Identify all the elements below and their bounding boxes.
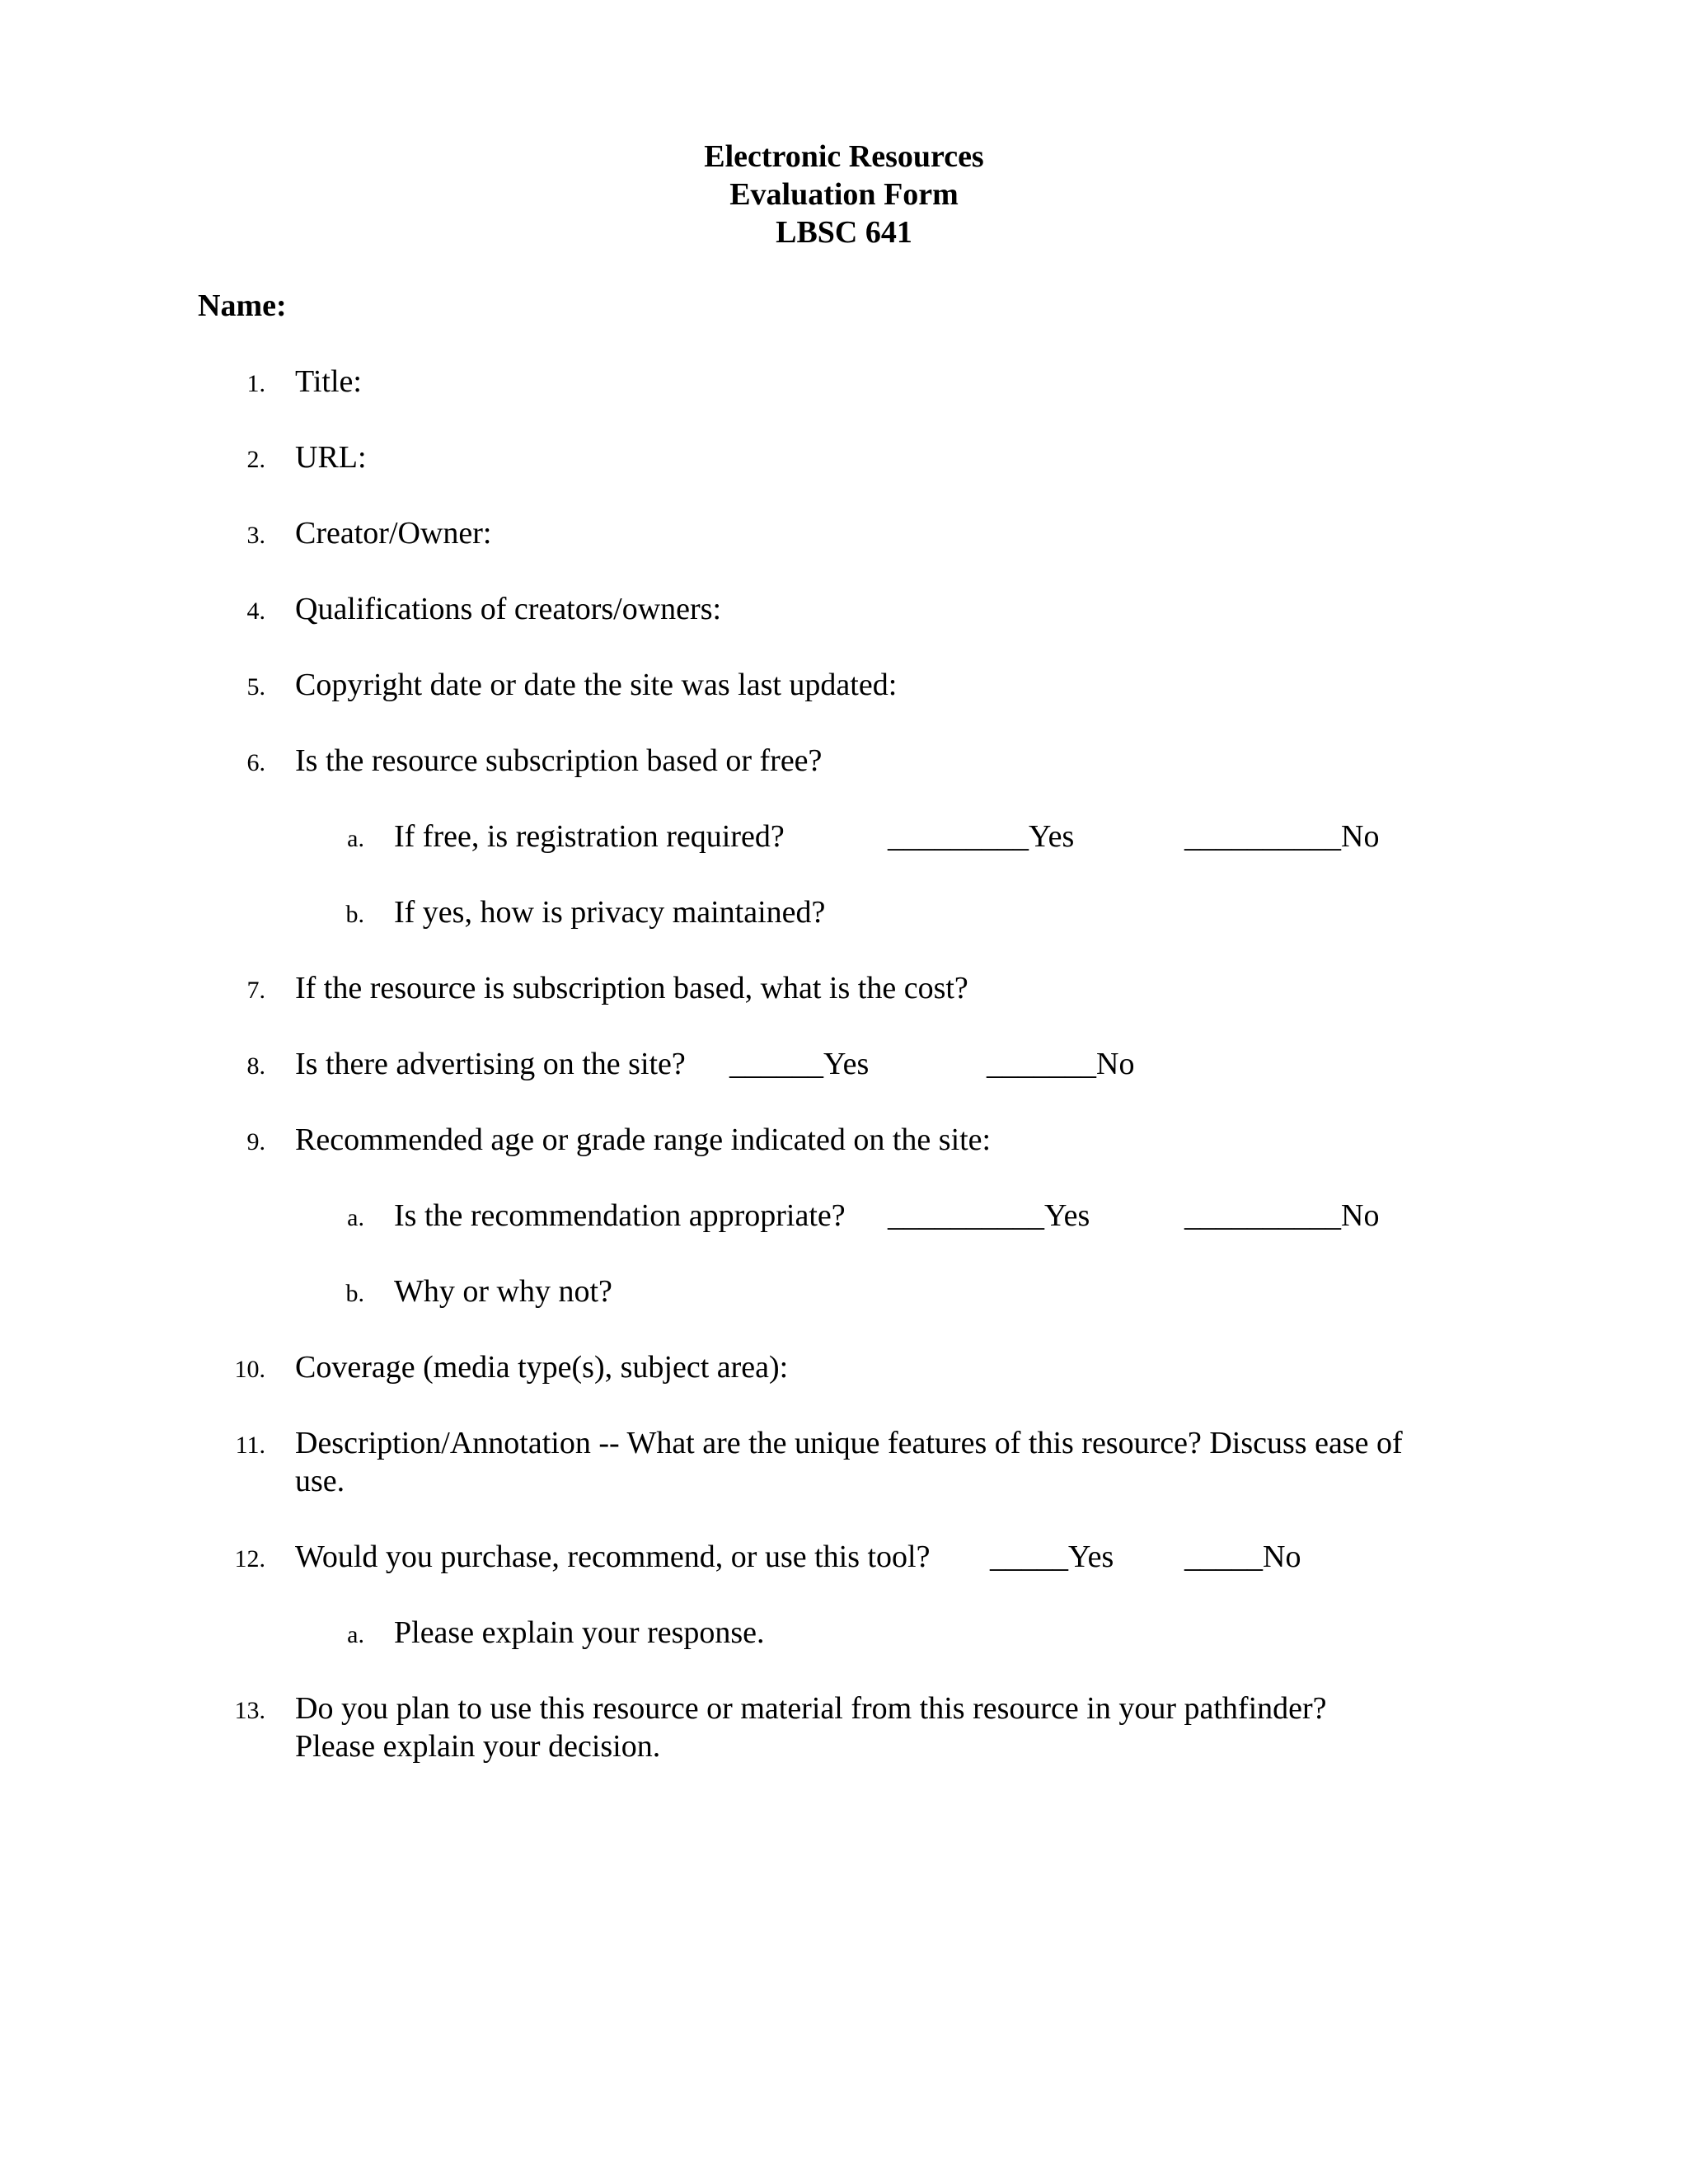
question-title: Title: bbox=[295, 364, 362, 399]
purchase-yes-blank[interactable]: _____Yes bbox=[990, 1540, 1114, 1574]
question-purchase-recommend: Would you purchase, recommend, or use this tool? bbox=[295, 1540, 931, 1574]
form-title-line-2: Evaluation Form bbox=[729, 177, 959, 212]
item-number: 12. bbox=[234, 1545, 265, 1572]
item-number: 2. bbox=[246, 446, 265, 473]
question-explain-response: Please explain your response. bbox=[394, 1615, 765, 1650]
purchase-no-blank[interactable]: _____No bbox=[1184, 1540, 1301, 1574]
question-url: URL: bbox=[295, 440, 367, 475]
question-pathfinder-cont: Please explain your decision. bbox=[295, 1729, 661, 1764]
question-age-range: Recommended age or grade range indicated on the site: bbox=[295, 1122, 992, 1157]
item-number: 13. bbox=[234, 1697, 265, 1724]
advertising-no-blank[interactable]: _______No bbox=[987, 1047, 1135, 1081]
item-letter: b. bbox=[345, 901, 364, 928]
question-description-annotation: Description/Annotation -- What are the unique features of this resource? Discuss ease of bbox=[295, 1426, 1403, 1460]
question-recommendation-appropriate: Is the recommendation appropriate? bbox=[394, 1198, 846, 1233]
question-copyright-date: Copyright date or date the site was last updated: bbox=[295, 668, 898, 702]
item-number: 11. bbox=[235, 1432, 265, 1459]
name-label: Name: bbox=[198, 288, 287, 323]
form-title-line-1: Electronic Resources bbox=[704, 139, 984, 174]
item-letter: a. bbox=[347, 825, 364, 852]
question-subscription-or-free: Is the resource subscription based or free? bbox=[295, 743, 823, 778]
item-number: 10. bbox=[234, 1356, 265, 1383]
question-advertising: Is there advertising on the site? bbox=[295, 1047, 686, 1081]
item-number: 6. bbox=[246, 749, 265, 776]
registration-yes-blank[interactable]: _________Yes bbox=[888, 819, 1075, 854]
item-number: 1. bbox=[246, 370, 265, 397]
question-why-or-why-not: Why or why not? bbox=[394, 1274, 612, 1309]
recommendation-no-blank[interactable]: __________No bbox=[1184, 1198, 1380, 1233]
item-letter: a. bbox=[347, 1621, 364, 1648]
advertising-yes-blank[interactable]: ______Yes bbox=[729, 1047, 870, 1081]
item-number: 4. bbox=[246, 598, 265, 625]
question-subscription-cost: If the resource is subscription based, what is the cost? bbox=[295, 971, 968, 1005]
registration-no-blank[interactable]: __________No bbox=[1184, 819, 1380, 854]
item-letter: b. bbox=[345, 1280, 364, 1307]
question-coverage: Coverage (media type(s), subject area): bbox=[295, 1350, 789, 1385]
question-privacy: If yes, how is privacy maintained? bbox=[394, 895, 826, 930]
item-number: 8. bbox=[246, 1052, 265, 1080]
question-qualifications: Qualifications of creators/owners: bbox=[295, 592, 722, 626]
item-number: 9. bbox=[246, 1128, 265, 1155]
form-title-line-3: LBSC 641 bbox=[776, 215, 912, 250]
item-number: 3. bbox=[246, 522, 265, 549]
item-letter: a. bbox=[347, 1204, 364, 1231]
question-creator: Creator/Owner: bbox=[295, 516, 492, 551]
question-pathfinder: Do you plan to use this resource or material from this resource in your pathfinder? bbox=[295, 1691, 1327, 1726]
question-registration-required: If free, is registration required? bbox=[394, 819, 785, 854]
item-number: 5. bbox=[246, 673, 265, 701]
recommendation-yes-blank[interactable]: __________Yes bbox=[888, 1198, 1090, 1233]
question-description-annotation-cont: use. bbox=[295, 1464, 345, 1498]
item-number: 7. bbox=[246, 977, 265, 1004]
